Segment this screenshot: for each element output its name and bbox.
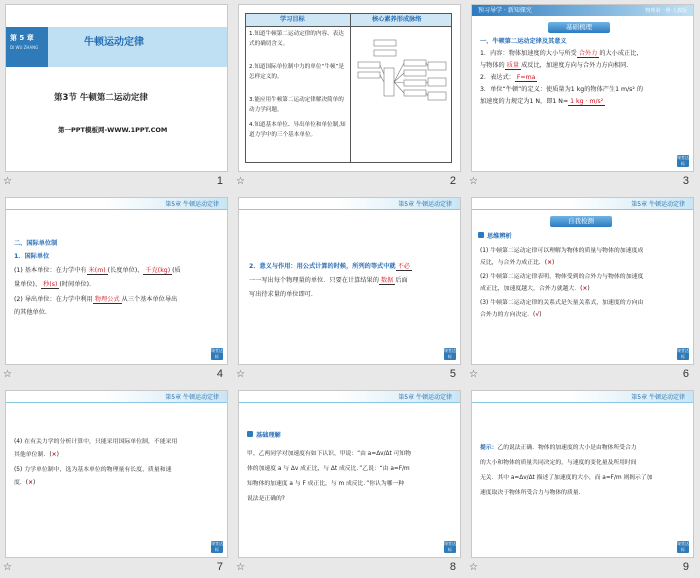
slide-footer [0, 560, 233, 578]
question-2-line-2: 成正比，加速度越大，合外力就越大．(×) [480, 286, 590, 292]
section-tag: 预习导学 · 新知探究 [478, 7, 532, 14]
slide-number: 8 [449, 561, 456, 573]
content-line-4: 速度取决于物体所受合力与物体的质量. [480, 490, 581, 496]
content-line-3: 2．表达式： F=ma [480, 74, 536, 81]
slide-thumb-4[interactable] [0, 193, 233, 385]
slide-footer [0, 174, 233, 192]
question-4-line-1: (4) 在有关力学的分析计算中，只能采用国际单位制，不能采用 [14, 439, 178, 445]
content-line-3: (2) 导出单位：在力学中利用 物理公式 从三个基本单位导出 [14, 296, 178, 303]
goals-table [245, 13, 452, 163]
chapter-sub: DI WU ZHANG [10, 45, 39, 50]
content-line-1: 甲、乙两同学对加速度有如下认识，甲说：“由 a=Δv/Δt 可知物 [247, 451, 412, 457]
question-1-line-2: 反比，与合外力成正比．(×) [480, 260, 555, 266]
slide-number: 9 [682, 561, 689, 573]
next-section-button[interactable]: 课堂达标 [677, 348, 689, 359]
question-3-line-2: 合外力的方向决定．(√) [480, 312, 542, 318]
slide-9 [471, 390, 694, 558]
question-4-line-2: 其他单位制．(×) [14, 452, 59, 458]
slide-thumb-8[interactable] [233, 386, 466, 578]
chapter-badge: 第 5 章 [10, 34, 34, 42]
slide-number: 1 [216, 175, 223, 187]
content-line-4: 3．单位“牛顿”的定义：使质量为1 kg的物体产生1 m/s² 的 [480, 86, 644, 93]
slide-3 [471, 4, 694, 172]
answer-mark: × [547, 260, 553, 266]
content-line-3: 无关．其中 a=Δv/Δt 描述了加速度的大小，而 a=F/m 则揭示了加 [480, 475, 653, 481]
content-line-5: 加速度的力规定为1 N，即1 N= 1 kg · m/s² [480, 98, 604, 105]
slide-footer [466, 174, 699, 192]
breadcrumb: 第5章 牛顿运动定律 [631, 394, 685, 401]
subheading-units: 二、国际单位制 [14, 240, 58, 247]
slide-number: 4 [216, 368, 223, 380]
heading-intl-units: 1．国际单位 [14, 253, 50, 260]
slide-thumb-1[interactable] [0, 0, 233, 192]
col-header-goals: 学习目标 [280, 16, 305, 23]
content-line-4: 的其他单位. [14, 309, 47, 316]
slide-4 [5, 197, 228, 365]
content-line-1: 1．内容：物体加速度的大小与所受 合外力 的大小成正比， [480, 50, 643, 57]
goal-3: 3.能应用牛顿第二运动定律解决简单的动力学问题。 [249, 97, 344, 113]
heading-basic: 基础梳理 [548, 22, 610, 33]
slide-thumb-6[interactable] [466, 193, 699, 385]
breadcrumb: 第5章 牛顿运动定律 [631, 201, 685, 208]
slide-footer [233, 367, 466, 385]
watermark-text: 第一PPT模板网-WWW.1PPT.COM [58, 126, 168, 134]
content-line-4: 说法是正确的? [247, 496, 285, 502]
heading-thinking: 思维辨析 [487, 233, 512, 240]
slide-thumb-9[interactable] [466, 386, 699, 578]
star-icon[interactable]: ☆ [469, 562, 478, 573]
book-logo: 物理第一册·人教版 [645, 8, 687, 14]
slide-2 [238, 4, 461, 172]
content-line-1: (1) 基本单位：在力学中有 米(m) (长度单位)、 千克(kg) (质 [14, 267, 181, 274]
breadcrumb: 第5章 牛顿运动定律 [398, 394, 452, 401]
slide-footer [233, 174, 466, 192]
question-1-line-1: (1) 牛顿第二运动定律可以理解为物体的质量与物体的加速度成 [480, 248, 644, 254]
star-icon[interactable]: ☆ [236, 562, 245, 573]
slide-thumb-2[interactable] [233, 0, 466, 192]
next-section-button[interactable]: 课堂达标 [444, 348, 456, 359]
slide-footer [0, 367, 233, 385]
content-line-2: 一一写出每个物理量的单位．只要在计算结果的 数据 后面 [249, 277, 408, 284]
slide-1 [5, 4, 228, 172]
content-line-3: 写出待求量的单位即可. [249, 291, 313, 298]
answer-mark: √ [535, 312, 540, 318]
slide-number: 6 [682, 368, 689, 380]
star-icon[interactable]: ☆ [469, 176, 478, 187]
slide-thumb-7[interactable] [0, 386, 233, 578]
content-line-2: 量单位)、 秒(s) (时间单位). [14, 281, 91, 288]
breadcrumb: 第5章 牛顿运动定律 [398, 201, 452, 208]
question-5-line-2: 度．(×) [14, 480, 36, 486]
slide-5 [238, 197, 461, 365]
star-icon[interactable]: ☆ [236, 369, 245, 380]
answer-mark: × [28, 480, 34, 486]
content-line-1: 提示：乙的说法正确．物体的加速度的大小是由物体所受合力 [480, 445, 637, 451]
heading-self-check: 自我检测 [550, 216, 612, 227]
answer-mark: × [582, 286, 588, 292]
col-header-literacy: 核心素养形成脉络 [372, 16, 422, 23]
section-title: 第3节 牛顿第二运动定律 [54, 93, 148, 103]
concept-map-diagram [354, 34, 448, 124]
next-section-button[interactable]: 课堂达标 [211, 348, 223, 359]
next-section-button[interactable]: 课堂达标 [677, 541, 689, 552]
thinking-icon [478, 232, 484, 242]
goal-2: 2.知道国际单位制中力的单位“牛顿”是怎样定义的。 [249, 64, 345, 80]
slide-7 [5, 390, 228, 558]
goal-1: 1.知道牛顿第二运动定律的内容、表达式的确切含义。 [249, 31, 344, 47]
content-line-2: 体的加速度 a 与 Δv 成正比，与 Δt 成反比．”乙说：“由 a=F/m [247, 466, 410, 472]
breadcrumb: 第5章 牛顿运动定律 [165, 201, 219, 208]
slide-thumb-5[interactable] [233, 193, 466, 385]
understanding-icon [247, 431, 253, 441]
slide-8 [238, 390, 461, 558]
content-line-2: 与物体的 质量 成反比，加速度方向与合外力方向相同. [480, 62, 629, 69]
slide-number: 7 [216, 561, 223, 573]
next-section-button[interactable]: 课堂达标 [677, 155, 689, 166]
slide-number: 3 [682, 175, 689, 187]
slide-footer [233, 560, 466, 578]
slide-6 [471, 197, 694, 365]
question-5-line-1: (5) 力学单位制中，选为基本单位的物理量有长度、质量和速 [14, 467, 172, 473]
content-line-3: 知物体的加速度 a 与 F 成正比，与 m 成反比．”你认为哪一种 [247, 481, 405, 487]
star-icon[interactable]: ☆ [469, 369, 478, 380]
content-line-2: 的大小和物体的质量共同决定的，与速度的变化量及所用时间 [480, 460, 637, 466]
slide-number: 2 [449, 175, 456, 187]
subheading-1: 一、牛顿第二运动定律及其意义 [480, 38, 567, 45]
star-icon[interactable]: ☆ [3, 562, 12, 573]
question-3-line-1: (3) 牛顿第二运动定律的关系式是矢量关系式，加速度的方向由 [480, 300, 644, 306]
star-icon[interactable]: ☆ [3, 176, 12, 187]
slide-thumb-3[interactable] [466, 0, 699, 192]
star-icon[interactable]: ☆ [3, 369, 12, 380]
slide-footer [466, 367, 699, 385]
goal-4: 4.知道基本单位、导出单位和单位制,知道力学中的三个基本单位。 [249, 122, 346, 138]
star-icon[interactable]: ☆ [236, 176, 245, 187]
breadcrumb: 第5章 牛顿运动定律 [165, 394, 219, 401]
answer-mark: × [51, 452, 57, 458]
slide-footer [466, 560, 699, 578]
content-line-1: 2．意义与作用：用公式计算的时候，所列的等式中就 不必 [249, 263, 410, 270]
next-section-button[interactable]: 课堂达标 [444, 541, 456, 552]
heading-understanding: 基础理解 [256, 432, 281, 439]
chapter-title: 牛顿运动定律 [84, 37, 144, 48]
slide-number: 5 [449, 368, 456, 380]
question-2-line-1: (2) 牛顿第二运动定律表明，物体受到的合外力与物体的加速度 [480, 274, 644, 280]
next-section-button[interactable]: 课堂达标 [211, 541, 223, 552]
